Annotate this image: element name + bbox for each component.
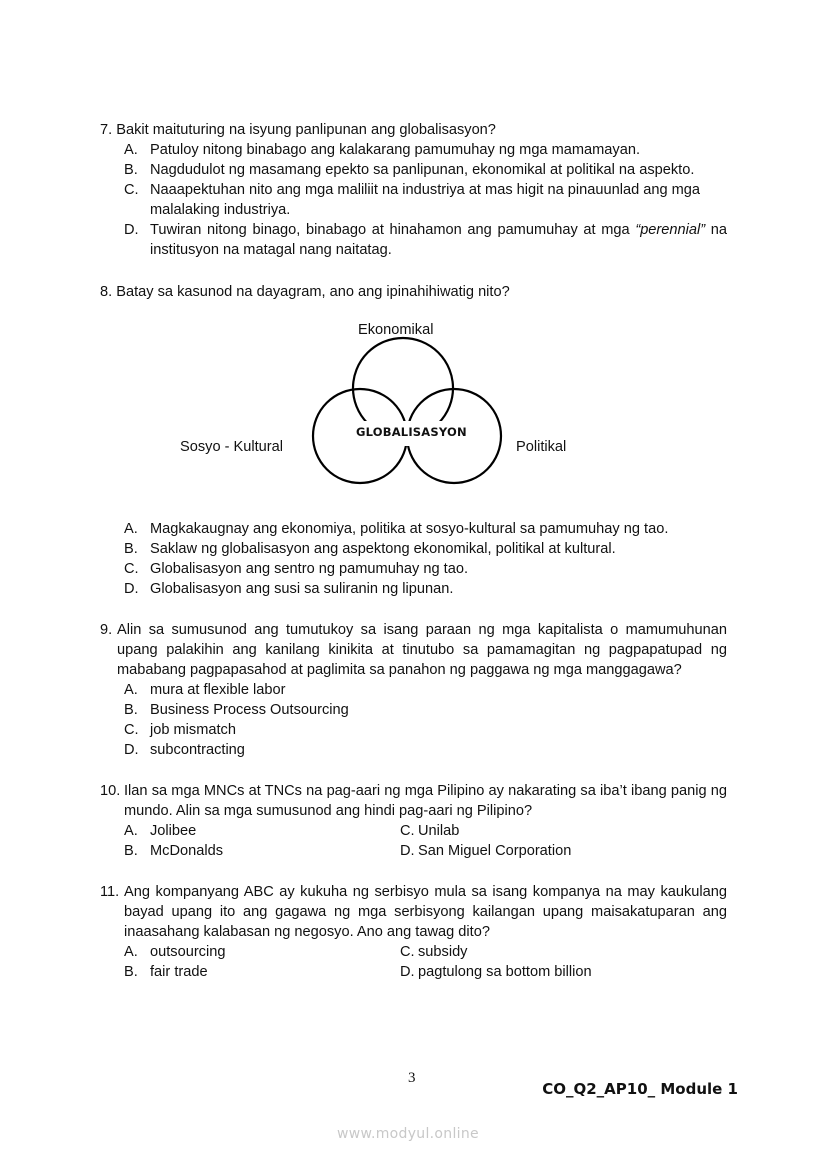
option-text: job mismatch xyxy=(150,722,236,738)
question-10-number: 10. xyxy=(100,783,121,799)
option-letter: B. xyxy=(124,964,138,980)
question-8-options xyxy=(100,519,727,599)
question-9-number: 9. xyxy=(100,622,113,638)
question-10-option-c xyxy=(400,821,727,841)
question-11-number: 11. xyxy=(100,884,120,900)
question-11-option-b xyxy=(124,962,400,982)
diagram-label-sosyo-kultural: Sosyo - Kultural xyxy=(180,439,284,455)
question-9-option-d xyxy=(124,740,727,760)
venn-diagram xyxy=(170,318,590,508)
option-letter: C. xyxy=(400,944,415,960)
question-9 xyxy=(100,620,727,760)
question-7-option-c xyxy=(124,180,727,220)
question-8 xyxy=(100,282,727,302)
option-letter: B. xyxy=(124,843,138,859)
question-7-option-b xyxy=(124,160,727,180)
question-10-stem: Ilan sa mga MNCs at TNCs na pag-aari ng mga Pilipino ay nakarating sa iba’t ibang panig ng mundo. Alin sa mga sumusunod ang hindi pag-aari ng Pilipino? xyxy=(124,783,727,819)
option-letter: D. xyxy=(400,964,415,980)
option-text: fair trade xyxy=(150,964,208,980)
question-10-option-d xyxy=(400,841,727,861)
option-text: outsourcing xyxy=(150,944,226,960)
option-text: Globalisasyon ang sentro ng pamumuhay ng tao. xyxy=(150,561,469,577)
question-8-option-d xyxy=(124,579,727,599)
option-letter: B. xyxy=(124,162,138,178)
option-letter: D. xyxy=(124,581,139,597)
option-text: Business Process Outsourcing xyxy=(150,702,349,718)
question-10-option-a xyxy=(124,821,400,841)
option-text: San Miguel Corporation xyxy=(418,843,572,859)
option-letter: C. xyxy=(124,561,139,577)
question-11-option-c xyxy=(400,942,727,962)
option-text-part: Tuwiran nitong binago, binabago at hinahamon ang pamumuhay at mga xyxy=(150,222,636,238)
option-text: subcontracting xyxy=(150,742,245,758)
module-code: CO_Q2_AP10_ Module 1 xyxy=(542,1080,738,1098)
option-letter: A. xyxy=(124,521,138,537)
option-letter: D. xyxy=(124,742,139,758)
question-10-option-b xyxy=(124,841,400,861)
question-7-option-d xyxy=(124,220,727,260)
option-letter: C. xyxy=(124,182,139,198)
option-text: mura at flexible labor xyxy=(150,682,286,698)
option-text: Unilab xyxy=(418,823,460,839)
option-letter: D. xyxy=(124,222,139,238)
question-11-stem: Ang kompanyang ABC ay kukuha ng serbisyo mula sa isang kompanya na may kaukulang bayad upang ito ang gagawa ng mga serbisyong kailangan upang maisakatuparan ang inaasahang kalabasan ng negosyo. Ano ang tawag dito? xyxy=(124,884,727,940)
option-text: Saklaw ng globalisasyon ang aspektong ekonomikal, politikal at kultural. xyxy=(150,541,616,557)
venn-circles xyxy=(170,318,590,508)
option-text: McDonalds xyxy=(150,843,223,859)
question-8-option-b xyxy=(124,539,727,559)
option-text: Magkakaugnay ang ekonomiya, politika at sosyo-kultural sa pamumuhay ng tao. xyxy=(150,521,669,537)
page-number: 3 xyxy=(408,1070,416,1086)
option-text: pagtulong sa bottom billion xyxy=(418,964,592,980)
question-11 xyxy=(100,882,727,982)
question-8-option-a xyxy=(124,519,727,539)
option-letter: C. xyxy=(400,823,415,839)
option-text: Nagdudulot ng masamang epekto sa panlipunan, ekonomikal at politikal na aspekto. xyxy=(150,162,695,178)
question-7-option-a xyxy=(124,140,727,160)
question-11-option-d xyxy=(400,962,727,982)
option-text: Globalisasyon ang susi sa suliranin ng lipunan. xyxy=(150,581,454,597)
diagram-label-politikal: Politikal xyxy=(516,439,567,455)
option-letter: A. xyxy=(124,944,138,960)
diagram-label-ekonomikal: Ekonomikal xyxy=(358,322,434,338)
option-letter: B. xyxy=(124,541,138,557)
option-text-italic: “perennial” xyxy=(635,222,706,238)
option-text: Naaapektuhan nito ang mga maliliit na industriya at mas higit na pinauunlad ang mga malalaking industriya. xyxy=(150,182,701,218)
question-9-stem: Alin sa sumusunod ang tumutukoy sa isang paraan ng mga kapitalista o mamumuhunan upang palakihin ang kanilang kinikita at tinutubo sa pamamagitan ng pagpapatupad ng mababang pagpapasahod at paglimita sa panahon ng paggawa ng mga manggagawa? xyxy=(117,622,727,678)
question-9-option-c xyxy=(124,720,727,740)
option-letter: B. xyxy=(124,702,138,718)
question-7 xyxy=(100,120,727,260)
question-8-stem: 8. Batay sa kasunod na dayagram, ano ang ipinahihiwatig nito? xyxy=(100,284,510,300)
option-letter: A. xyxy=(124,142,138,158)
option-letter: A. xyxy=(124,823,138,839)
diagram-center-label: GLOBALISASYON xyxy=(356,425,467,439)
question-7-stem: 7. Bakit maituturing na isyung panlipunan ang globalisasyon? xyxy=(100,122,496,138)
question-9-option-b xyxy=(124,700,727,720)
option-text: Jolibee xyxy=(150,823,197,839)
option-letter: C. xyxy=(124,722,139,738)
question-8-option-c xyxy=(124,559,727,579)
question-11-option-a xyxy=(124,942,400,962)
option-letter: A. xyxy=(124,682,138,698)
option-text: subsidy xyxy=(418,944,468,960)
watermark: www.modyul.online xyxy=(337,1126,479,1142)
option-text: Patuloy nitong binabago ang kalakarang pamumuhay ng mga mamamayan. xyxy=(150,142,641,158)
option-text xyxy=(150,220,727,260)
question-9-option-a xyxy=(124,680,727,700)
option-text-part: na institusyon na matagal nang naitatag. xyxy=(150,222,727,258)
option-letter: D. xyxy=(400,843,415,859)
question-10 xyxy=(100,781,727,861)
